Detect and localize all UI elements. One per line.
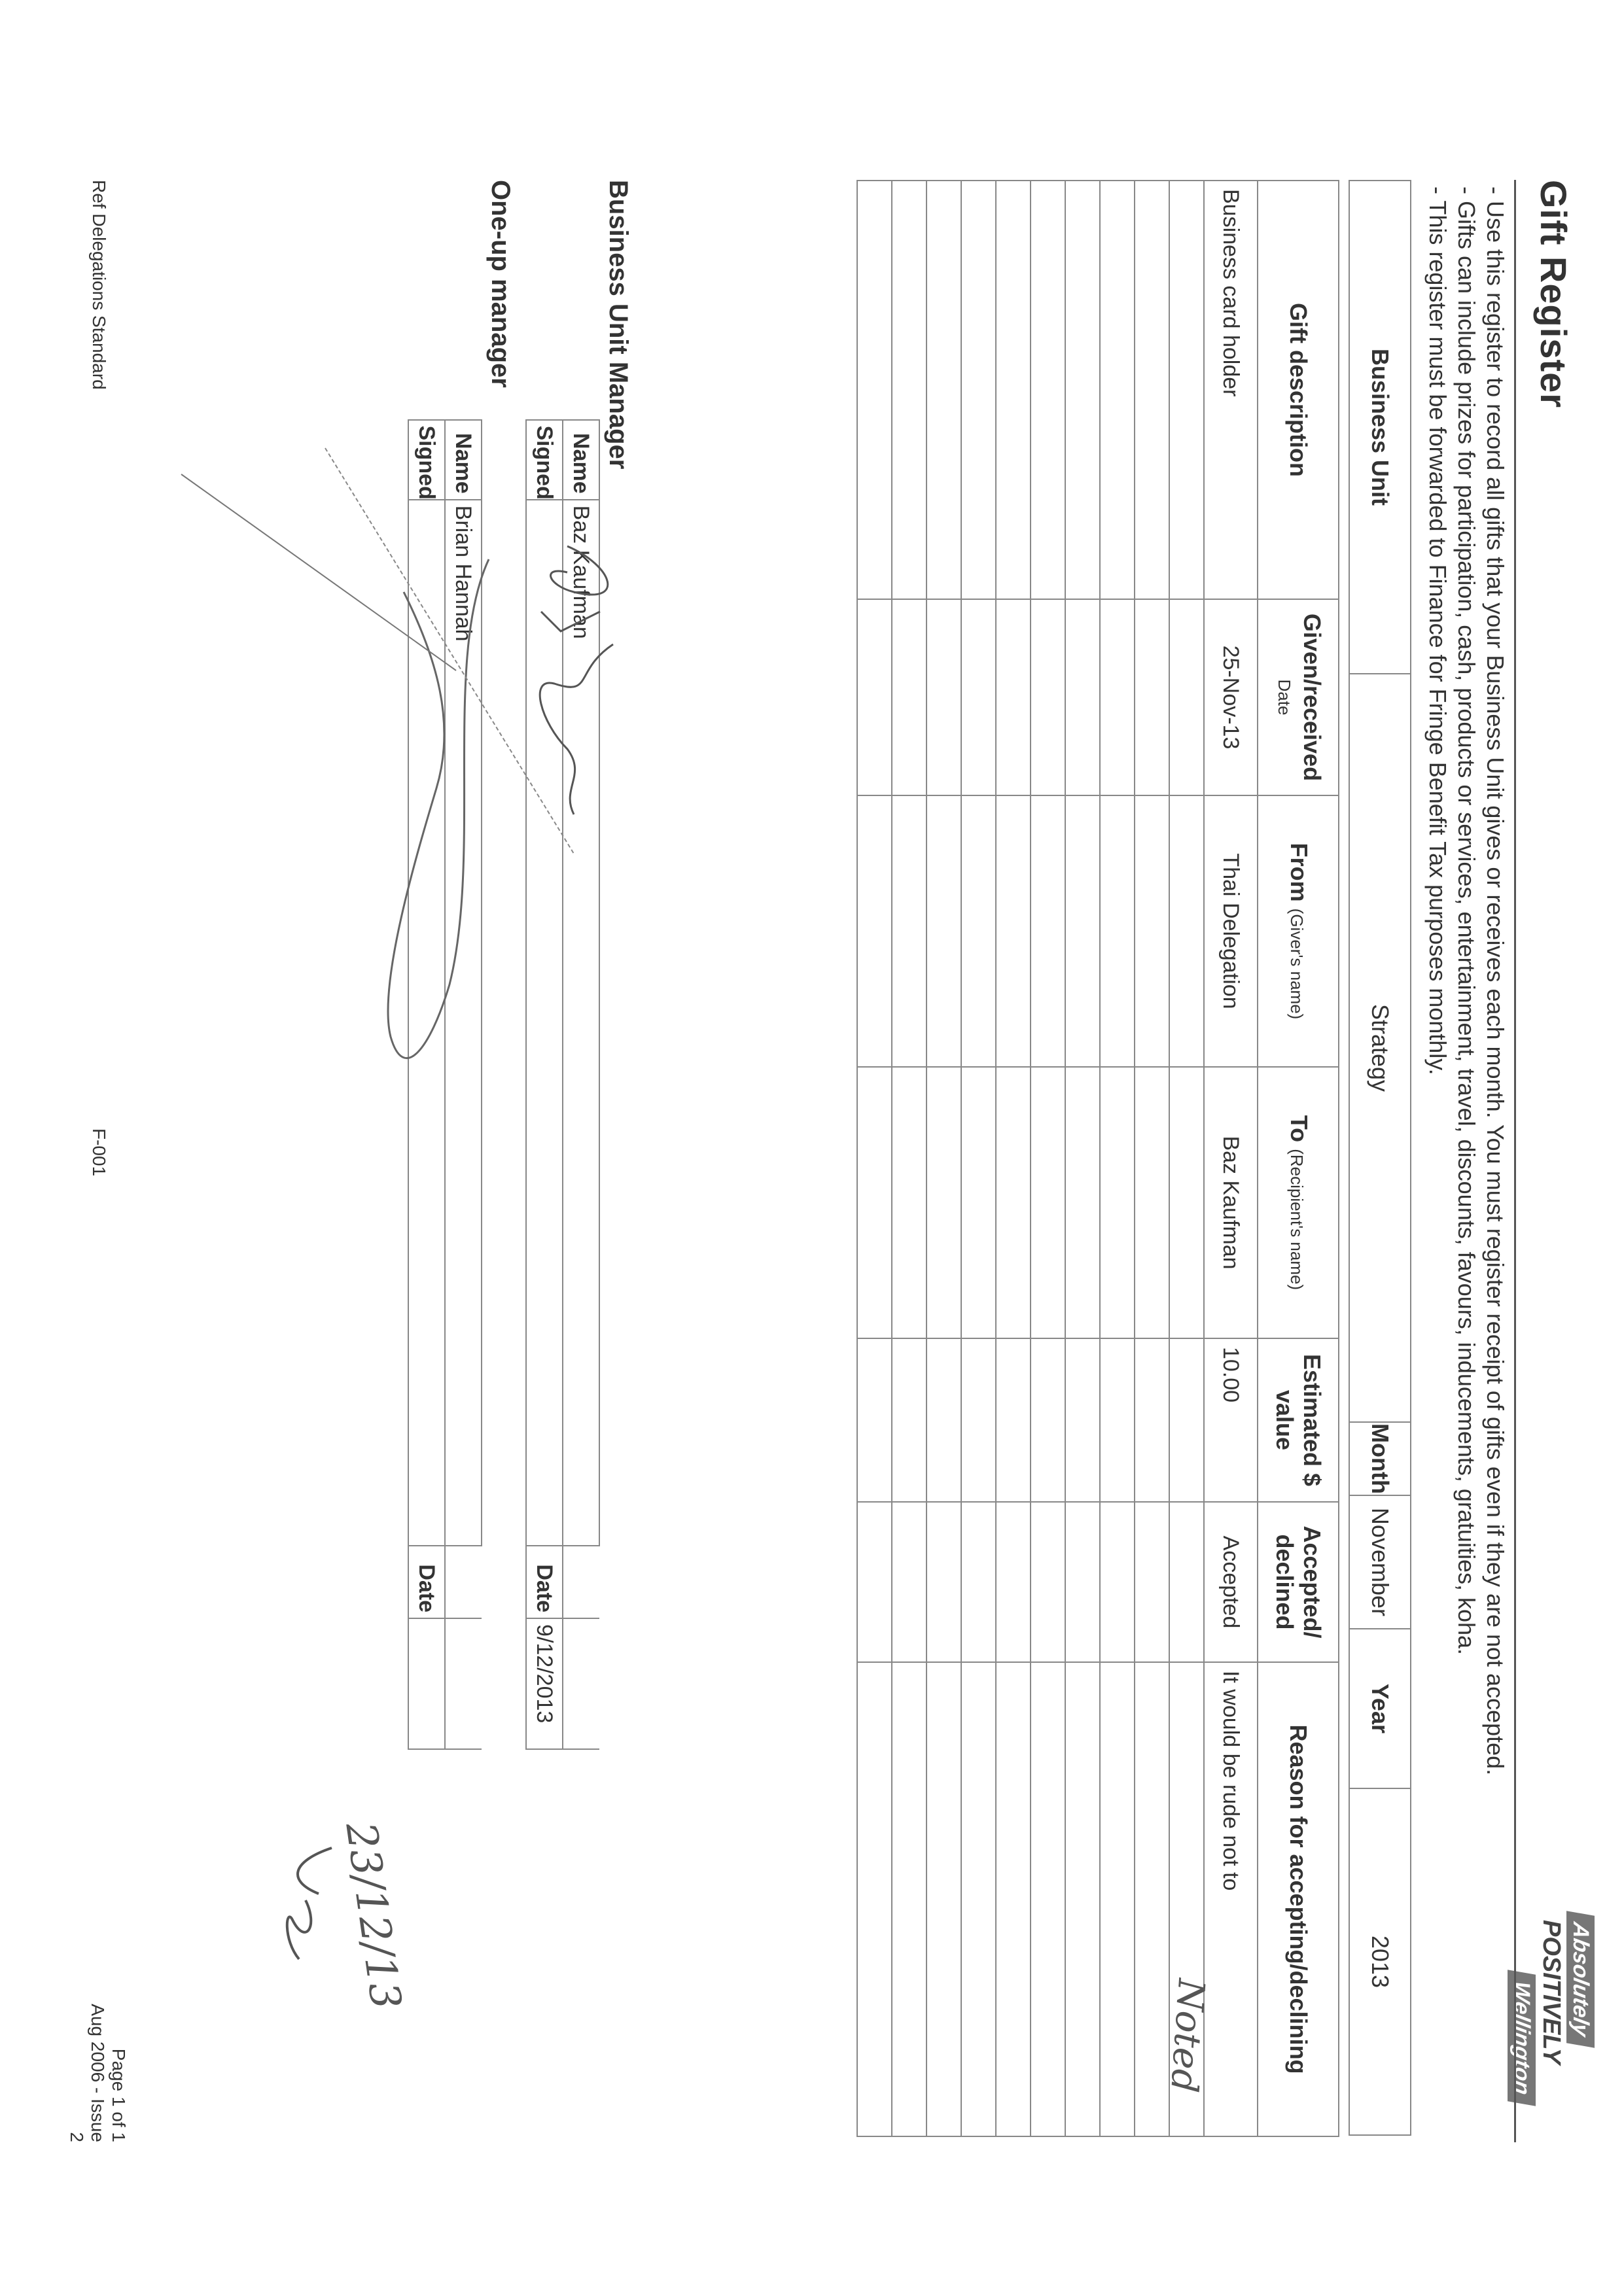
page-number: Page 1 of 1	[109, 2048, 129, 2142]
document-page	[3, 3, 1621, 2293]
instructions	[1423, 186, 1509, 2136]
footer-center: F-001	[89, 1128, 109, 1177]
logo-line-1: Absolutely	[1566, 1911, 1595, 2047]
cell-accepted: Accepted	[1204, 1502, 1258, 1662]
year-label: Year	[1349, 1629, 1411, 1788]
month-value: November	[1349, 1495, 1411, 1629]
business-unit-value: Strategy	[1349, 674, 1411, 1422]
one-up-manager-name: Brian Hannah	[445, 500, 482, 1546]
table-row-empty	[1169, 181, 1204, 2136]
cell-gift-description: Business card holder	[1204, 181, 1258, 599]
table-row-empty	[892, 181, 927, 2136]
table-row-empty	[1065, 181, 1100, 2136]
instruction-line: - This register must be forwarded to Finance for Fringe Benefit Tax purposes monthly.	[1424, 186, 1451, 1075]
footer-left: Ref Delegations Standard	[89, 180, 109, 390]
col-header-to	[1258, 1067, 1339, 1338]
month-label: Month	[1349, 1422, 1411, 1495]
one-up-manager-heading: One-up manager	[486, 180, 515, 388]
cell-from: Thai Delegation	[1204, 795, 1258, 1067]
table-row-empty	[1100, 181, 1135, 2136]
footer-right	[66, 1998, 129, 2142]
stamp-date: 23/12/13	[336, 1819, 410, 2013]
col-header-to-main: To	[1286, 1115, 1313, 1143]
instruction-line: - Use this register to record all gifts that your Business Unit gives or receives each month. You must register receipt of gifts even if they are not accepted.	[1482, 186, 1509, 1776]
bu-manager-name-label: Name	[563, 420, 599, 500]
cell-date: 25-Nov-13	[1204, 599, 1258, 795]
col-header-reason: Reason for accepting/declining	[1258, 1662, 1339, 2136]
cell-reason: It would be rude not to	[1204, 1662, 1258, 2136]
logo	[1508, 1913, 1595, 2136]
page-title: Gift Register	[1533, 180, 1574, 409]
one-up-manager-name-label: Name	[445, 420, 482, 500]
col-header-from-sub: (Giver's name)	[1287, 908, 1307, 1020]
year-value: 2013	[1349, 1788, 1411, 2135]
col-header-from	[1258, 795, 1339, 1067]
col-header-date-main: Given/received	[1299, 613, 1326, 782]
issue-label: Aug 2006 - Issue 2	[67, 2004, 108, 2142]
one-up-manager-signed-label: Signed	[408, 420, 445, 500]
initials-signature	[273, 1835, 345, 1966]
bu-manager-date: 9/12/2013	[526, 1618, 563, 1749]
one-up-manager-date-label: Date	[408, 1546, 445, 1618]
logo-line-2: POSITIVELY	[1538, 1920, 1565, 2065]
table-row-empty	[996, 181, 1031, 2136]
business-unit-table	[1349, 180, 1411, 2136]
one-up-manager-date	[408, 1618, 445, 1749]
bu-manager-heading: Business Unit Manager	[604, 180, 633, 470]
table-row-empty	[1031, 181, 1065, 2136]
cell-value: 10.00	[1204, 1338, 1258, 1502]
bu-manager-date-label: Date	[526, 1546, 563, 1618]
table-row-empty	[857, 181, 892, 2136]
col-header-date-sub: Date	[1275, 679, 1294, 716]
col-header-date	[1258, 599, 1339, 795]
handwritten-signature	[155, 396, 652, 1312]
gift-table	[856, 180, 1339, 2137]
margin-note: Noted	[1162, 1977, 1212, 2095]
logo-line-3: Wellington	[1508, 1970, 1536, 2106]
table-row	[1204, 181, 1258, 2136]
bu-manager-name: Baz Kaufman	[563, 500, 599, 1546]
table-row-empty	[961, 181, 996, 2136]
bu-manager-signed-label: Signed	[526, 420, 563, 500]
col-header-value: Estimated $ value	[1258, 1338, 1339, 1502]
instruction-line: - Gifts can include prizes for participation, cash, products or services, entertainment, travel, discounts, favours, inducements, gratuities, koha.	[1453, 186, 1480, 1656]
col-header-accepted: Accepted/ declined	[1258, 1502, 1339, 1662]
title-rule	[1514, 180, 1516, 2142]
business-unit-label: Business Unit	[1349, 181, 1411, 674]
col-header-to-sub: (Recipient's name)	[1287, 1149, 1307, 1291]
cell-to: Baz Kaufman	[1204, 1067, 1258, 1338]
col-header-from-main: From	[1286, 843, 1313, 902]
col-header-gift-description: Gift description	[1258, 181, 1339, 599]
table-row-empty	[927, 181, 961, 2136]
table-row-empty	[1135, 181, 1169, 2136]
